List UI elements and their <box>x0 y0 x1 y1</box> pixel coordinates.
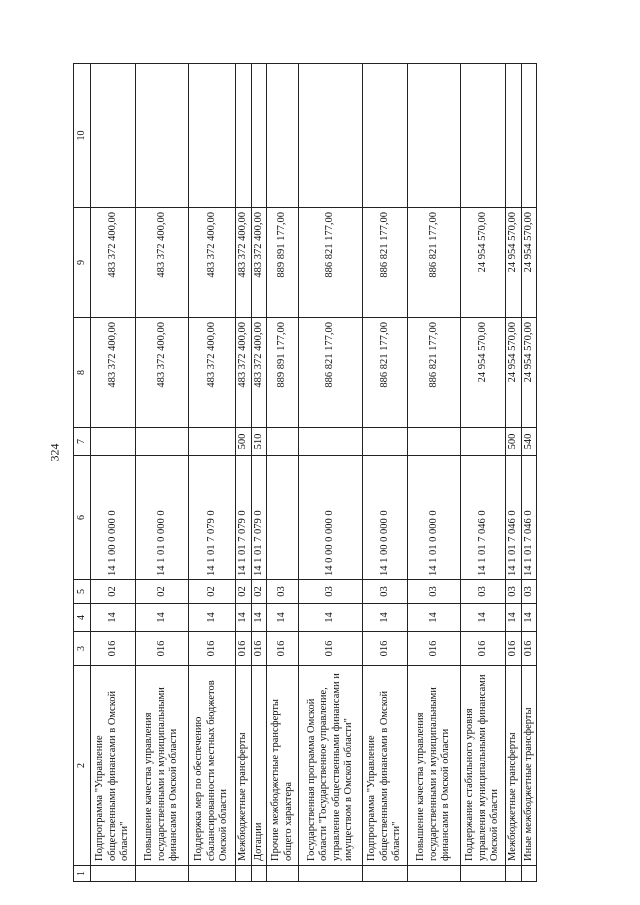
row-section-cell: 14 <box>136 604 189 632</box>
table-row <box>408 64 461 882</box>
row-amount-cell: 886 821 177,00 <box>299 208 363 318</box>
row-code-cell: 016 <box>521 632 537 666</box>
row-section-cell: 14 <box>299 604 363 632</box>
row-subsection-cell: 03 <box>521 580 537 604</box>
table-row <box>236 64 252 882</box>
row-section-cell: 14 <box>521 604 537 632</box>
row-index-cell <box>299 866 363 882</box>
table-row <box>506 64 522 882</box>
row-target-code-cell: 14 1 01 7 079 0 <box>189 456 236 580</box>
table-row <box>91 64 136 882</box>
row-target-code-cell: 14 1 01 7 046 0 <box>506 456 522 580</box>
row-subsection-cell: 02 <box>251 580 267 604</box>
row-amount-cell: 24 954 570,00 <box>461 318 506 428</box>
row-name-cell: Дотации <box>251 666 267 866</box>
row-extra-cell <box>251 64 267 208</box>
col-header: 3 <box>74 632 91 666</box>
row-section-cell: 14 <box>91 604 136 632</box>
table-row <box>267 64 299 882</box>
row-subsection-cell: 03 <box>461 580 506 604</box>
row-amount-cell: 483 372 400,00 <box>189 208 236 318</box>
row-extra-cell <box>236 64 252 208</box>
row-target-code-cell <box>267 456 299 580</box>
table-row <box>363 64 408 882</box>
col-header: 10 <box>74 64 91 208</box>
row-amount-cell: 483 372 400,00 <box>91 318 136 428</box>
col-header: 1 <box>74 866 91 882</box>
row-amount-cell: 24 954 570,00 <box>521 208 537 318</box>
page-number: 324 <box>47 443 62 462</box>
table-row <box>461 64 506 882</box>
row-code-cell: 016 <box>363 632 408 666</box>
row-index-cell <box>91 866 136 882</box>
row-target-code-cell: 14 1 01 7 079 0 <box>251 456 267 580</box>
row-code-cell: 016 <box>236 632 252 666</box>
table-row <box>189 64 236 882</box>
row-section-cell: 14 <box>236 604 252 632</box>
row-target-code-cell: 14 1 01 0 000 0 <box>136 456 189 580</box>
row-amount-cell: 886 821 177,00 <box>408 208 461 318</box>
row-index-cell <box>236 866 252 882</box>
row-name-cell: Прочие межбюджетные трансферты общего характера <box>267 666 299 866</box>
row-index-cell <box>251 866 267 882</box>
row-subsection-cell: 02 <box>91 580 136 604</box>
row-amount-cell: 483 372 400,00 <box>91 208 136 318</box>
row-extra-cell <box>461 64 506 208</box>
row-amount-cell: 483 372 400,00 <box>251 208 267 318</box>
row-extra-cell <box>267 64 299 208</box>
row-subsection-cell: 02 <box>236 580 252 604</box>
row-code-cell: 016 <box>299 632 363 666</box>
row-expense-type-cell: 500 <box>236 428 252 456</box>
row-amount-cell: 886 821 177,00 <box>408 318 461 428</box>
row-extra-cell <box>136 64 189 208</box>
row-expense-type-cell <box>299 428 363 456</box>
row-index-cell <box>408 866 461 882</box>
row-amount-cell: 483 372 400,00 <box>236 318 252 428</box>
row-amount-cell: 24 954 570,00 <box>506 318 522 428</box>
row-amount-cell: 24 954 570,00 <box>461 208 506 318</box>
row-amount-cell: 889 891 177,00 <box>267 318 299 428</box>
row-amount-cell: 24 954 570,00 <box>521 318 537 428</box>
row-extra-cell <box>363 64 408 208</box>
row-name-cell: Подпрограмма "Управление общественными финансами в Омской области" <box>363 666 408 866</box>
row-name-cell: Межбюджетные трансферты <box>236 666 252 866</box>
row-extra-cell <box>506 64 522 208</box>
row-target-code-cell: 14 1 00 0 000 0 <box>363 456 408 580</box>
row-amount-cell: 483 372 400,00 <box>189 318 236 428</box>
row-amount-cell: 483 372 400,00 <box>251 318 267 428</box>
col-header: 8 <box>74 318 91 428</box>
col-header: 6 <box>74 456 91 580</box>
col-header: 9 <box>74 208 91 318</box>
row-section-cell: 14 <box>408 604 461 632</box>
row-extra-cell <box>408 64 461 208</box>
table-row <box>136 64 189 882</box>
table-row <box>521 64 537 882</box>
row-section-cell: 14 <box>461 604 506 632</box>
row-amount-cell: 24 954 570,00 <box>506 208 522 318</box>
row-target-code-cell: 14 1 01 7 079 0 <box>236 456 252 580</box>
row-expense-type-cell <box>408 428 461 456</box>
row-subsection-cell: 03 <box>267 580 299 604</box>
row-code-cell: 016 <box>461 632 506 666</box>
row-name-cell: Подпрограмма "Управление общественными финансами в Омской области" <box>91 666 136 866</box>
row-subsection-cell: 03 <box>408 580 461 604</box>
row-index-cell <box>521 866 537 882</box>
row-index-cell <box>267 866 299 882</box>
row-target-code-cell: 14 1 00 0 000 0 <box>91 456 136 580</box>
row-expense-type-cell: 500 <box>506 428 522 456</box>
row-index-cell <box>136 866 189 882</box>
col-header: 4 <box>74 604 91 632</box>
row-amount-cell: 483 372 400,00 <box>236 208 252 318</box>
row-target-code-cell: 14 1 01 0 000 0 <box>408 456 461 580</box>
row-extra-cell <box>521 64 537 208</box>
col-header: 5 <box>74 580 91 604</box>
row-extra-cell <box>189 64 236 208</box>
row-section-cell: 14 <box>251 604 267 632</box>
row-index-cell <box>189 866 236 882</box>
row-section-cell: 14 <box>189 604 236 632</box>
row-section-cell: 14 <box>267 604 299 632</box>
col-header: 2 <box>74 666 91 866</box>
row-expense-type-cell: 510 <box>251 428 267 456</box>
row-name-cell: Поддержание стабильного уровня управления муниципальными финансами Омской области <box>461 666 506 866</box>
row-code-cell: 016 <box>267 632 299 666</box>
row-amount-cell: 886 821 177,00 <box>299 318 363 428</box>
row-subsection-cell: 03 <box>299 580 363 604</box>
row-amount-cell: 483 372 400,00 <box>136 318 189 428</box>
row-name-cell: Межбюджетные трансферты <box>506 666 522 866</box>
row-section-cell: 14 <box>363 604 408 632</box>
row-name-cell: Повышение качества управления государственными и муниципальными финансами в Омской области <box>136 666 189 866</box>
col-header: 7 <box>74 428 91 456</box>
row-name-cell: Государственная программа Омской области "Государственное управление, управление общественными финансами и имуществом в Омской области" <box>299 666 363 866</box>
row-expense-type-cell <box>461 428 506 456</box>
row-code-cell: 016 <box>91 632 136 666</box>
budget-table-rotated <box>73 64 556 882</box>
row-section-cell: 14 <box>506 604 522 632</box>
header-row <box>74 64 91 882</box>
row-target-code-cell: 14 1 01 7 046 0 <box>461 456 506 580</box>
row-subsection-cell: 02 <box>189 580 236 604</box>
row-amount-cell: 886 821 177,00 <box>363 208 408 318</box>
row-code-cell: 016 <box>506 632 522 666</box>
row-subsection-cell: 02 <box>136 580 189 604</box>
row-target-code-cell: 14 1 01 7 046 0 <box>521 456 537 580</box>
row-extra-cell <box>91 64 136 208</box>
row-amount-cell: 886 821 177,00 <box>363 318 408 428</box>
row-index-cell <box>506 866 522 882</box>
row-expense-type-cell <box>363 428 408 456</box>
row-code-cell: 016 <box>189 632 236 666</box>
table-row <box>299 64 363 882</box>
row-amount-cell: 889 891 177,00 <box>267 208 299 318</box>
table-row <box>251 64 267 882</box>
row-expense-type-cell <box>267 428 299 456</box>
row-subsection-cell: 03 <box>506 580 522 604</box>
row-expense-type-cell <box>189 428 236 456</box>
row-subsection-cell: 03 <box>363 580 408 604</box>
budget-table <box>73 63 537 882</box>
row-code-cell: 016 <box>136 632 189 666</box>
row-code-cell: 016 <box>251 632 267 666</box>
row-amount-cell: 483 372 400,00 <box>136 208 189 318</box>
row-name-cell: Иные межбюджетные трансферты <box>521 666 537 866</box>
row-extra-cell <box>299 64 363 208</box>
row-target-code-cell: 14 0 00 0 000 0 <box>299 456 363 580</box>
row-expense-type-cell <box>136 428 189 456</box>
row-expense-type-cell <box>91 428 136 456</box>
row-index-cell <box>363 866 408 882</box>
row-name-cell: Поддержка мер по обеспечению сбалансированности местных бюджетов Омской области <box>189 666 236 866</box>
row-name-cell: Повышение качества управления государственными и муниципальными финансами в Омской области <box>408 666 461 866</box>
row-code-cell: 016 <box>408 632 461 666</box>
row-index-cell <box>461 866 506 882</box>
row-expense-type-cell: 540 <box>521 428 537 456</box>
